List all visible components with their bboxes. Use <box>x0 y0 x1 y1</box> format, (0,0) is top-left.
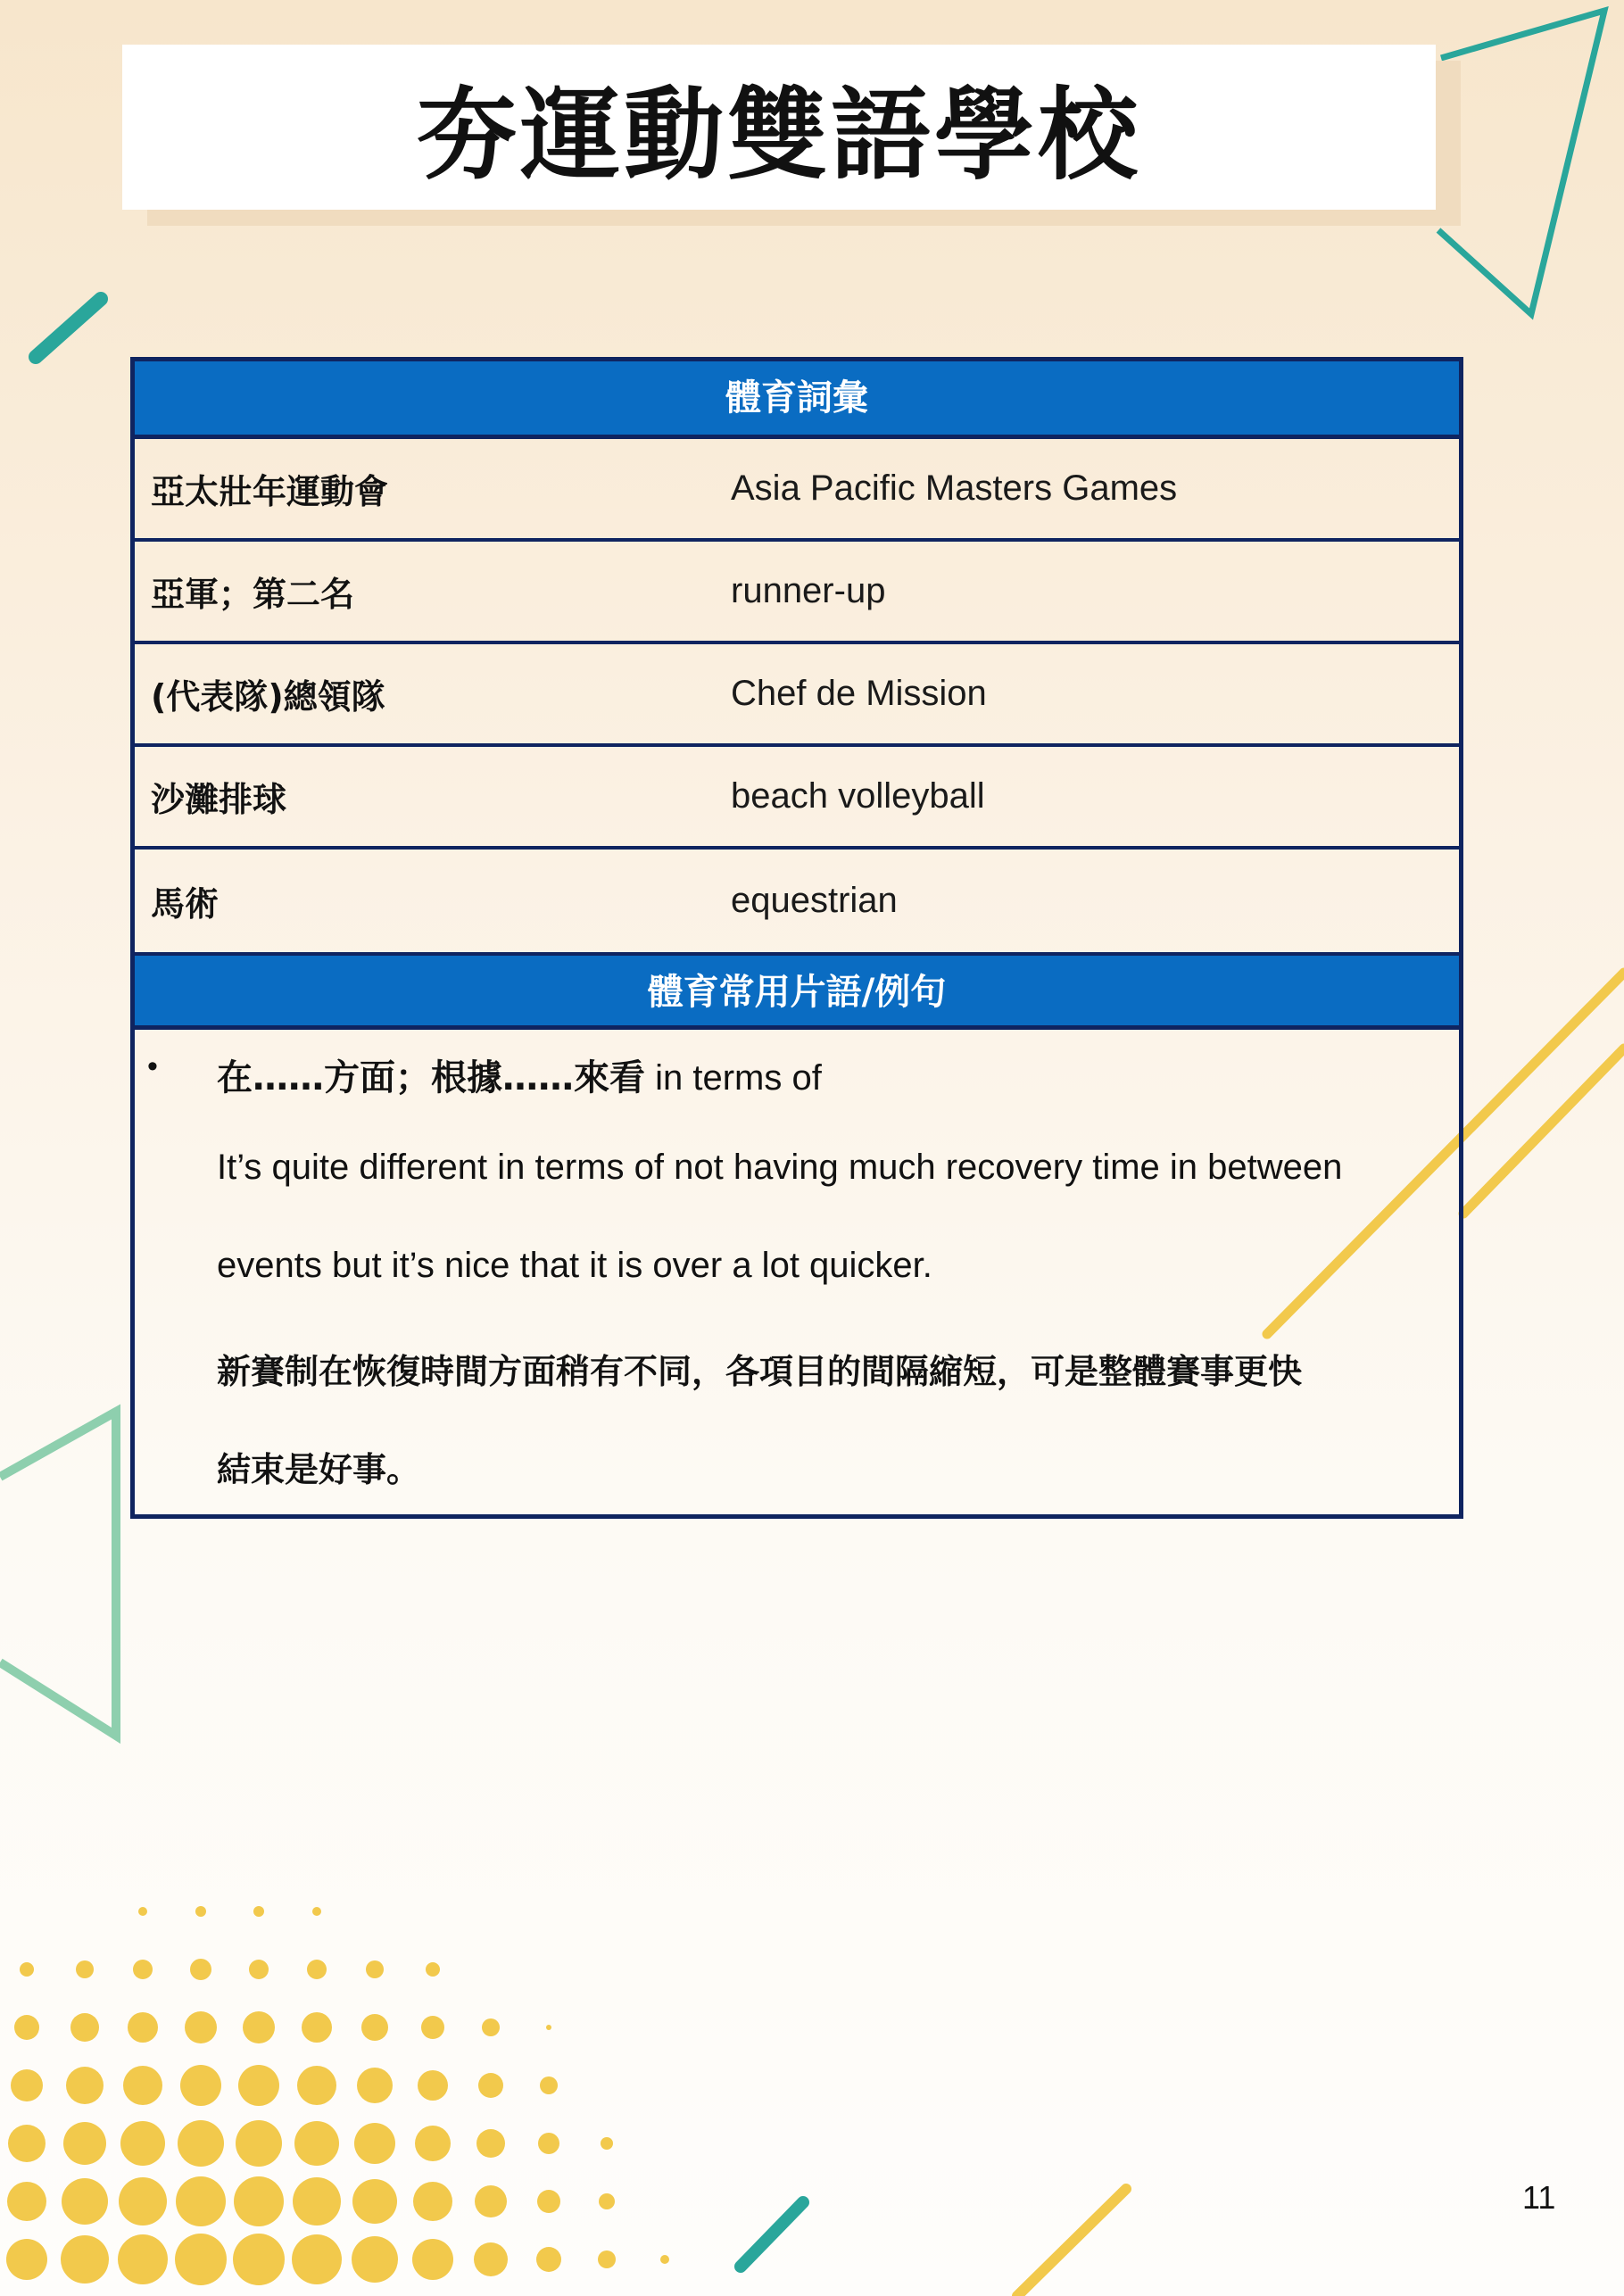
teal-dash-bottom <box>741 2202 803 2267</box>
table-row <box>135 542 1459 644</box>
example-english-line-1: It’s quite different in terms of not having much recovery time in between <box>217 1148 1343 1187</box>
teal-triangle-outline <box>1438 11 1604 314</box>
yellow-dash-bottom <box>1017 2189 1126 2296</box>
term-english: Chef de Mission <box>731 674 987 713</box>
vocabulary-table <box>130 357 1463 1519</box>
example-english-line-2: events but it’s nice that it is over a lot quicker. <box>217 1246 932 1285</box>
table-row <box>135 439 1459 542</box>
phrase-english: in terms of <box>655 1058 822 1098</box>
term-chinese: (代表隊)總領隊 <box>151 677 385 717</box>
example-chinese-line-1: 新賽制在恢復時間方面稍有不同，各項目的間隔縮短，可是整體賽事更快 <box>217 1352 1303 1391</box>
phrase-section <box>135 1030 1459 1529</box>
page-title: 夯運動雙語學校 <box>417 78 1141 194</box>
page-number: 11 <box>1522 2179 1556 2216</box>
title-banner <box>122 45 1436 210</box>
green-triangle-outline <box>0 1412 116 1736</box>
table-row <box>135 850 1459 952</box>
term-chinese: 沙灘排球 <box>151 780 287 819</box>
phrases-heading: 體育常用片語/例句 <box>135 952 1459 1030</box>
term-chinese: 馬術 <box>151 884 220 924</box>
term-english: runner-up <box>731 571 886 610</box>
phrase-chinese: 在……方面；根據……來看 <box>217 1057 645 1098</box>
yellow-line-short <box>1463 1049 1624 1214</box>
table-row <box>135 644 1459 747</box>
halftone-dots <box>6 1906 669 2285</box>
phrase-title <box>217 1049 822 1100</box>
bullet-point: • <box>147 1049 158 1083</box>
term-chinese: 亞太壯年運動會 <box>151 472 389 511</box>
vocabulary-heading: 體育詞彙 <box>135 361 1459 439</box>
table-row <box>135 747 1459 850</box>
term-english: equestrian <box>731 881 898 920</box>
term-chinese: 亞軍；第二名 <box>151 575 355 614</box>
example-chinese-line-2: 結束是好事。 <box>217 1450 421 1489</box>
term-english: Asia Pacific Masters Games <box>731 468 1178 508</box>
term-english: beach volleyball <box>731 776 985 816</box>
teal-dash-top <box>36 299 101 357</box>
